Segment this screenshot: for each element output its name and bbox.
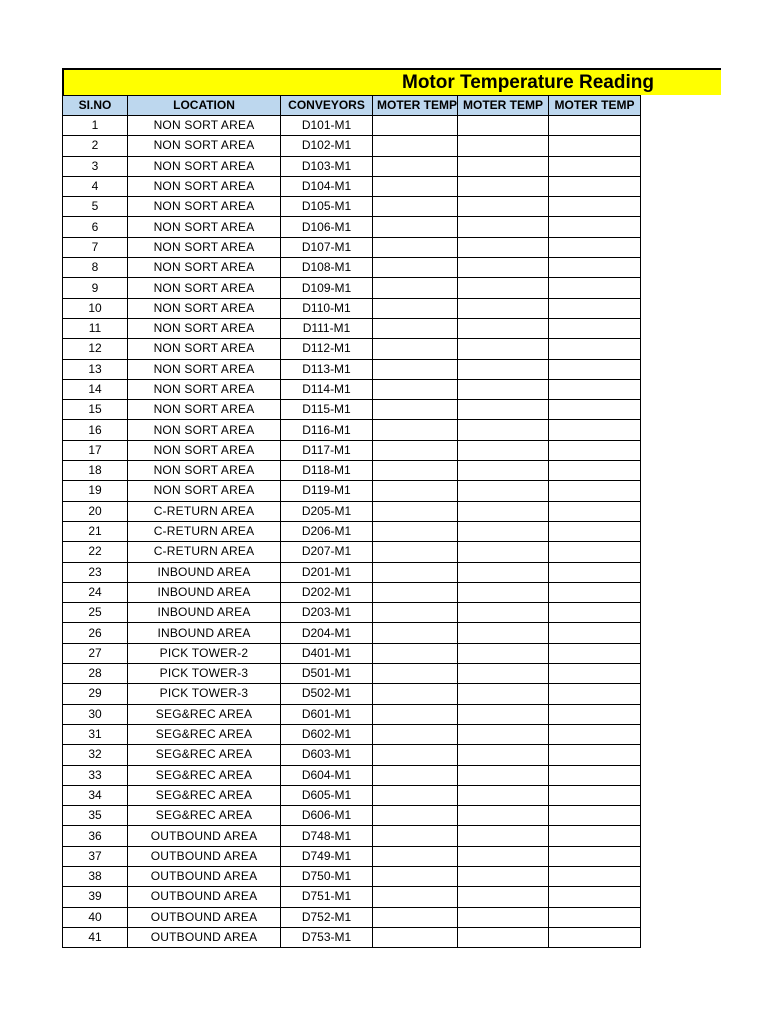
cell-moter-temp-3[interactable] — [549, 745, 641, 765]
cell-moter-temp-1[interactable] — [373, 806, 458, 826]
cell-location[interactable]: NON SORT AREA — [128, 116, 281, 136]
cell-moter-temp-3[interactable] — [549, 359, 641, 379]
cell-location[interactable]: NON SORT AREA — [128, 461, 281, 481]
cell-moter-temp-3[interactable] — [549, 501, 641, 521]
cell-conveyor[interactable]: D106-M1 — [281, 217, 373, 237]
cell-si-no[interactable]: 7 — [63, 237, 128, 257]
cell-conveyor[interactable]: D101-M1 — [281, 116, 373, 136]
table-row — [63, 806, 641, 826]
cell-conveyor[interactable]: D753-M1 — [281, 927, 373, 947]
cell-moter-temp-1[interactable] — [373, 562, 458, 582]
cell-moter-temp-1[interactable] — [373, 176, 458, 196]
cell-moter-temp-2[interactable] — [458, 217, 549, 237]
cell-moter-temp-3[interactable] — [549, 866, 641, 886]
table-row — [63, 379, 641, 399]
table-row — [63, 623, 641, 643]
table-row — [63, 846, 641, 866]
cell-moter-temp-1[interactable] — [373, 298, 458, 318]
table-row — [63, 176, 641, 196]
table-row — [63, 339, 641, 359]
cell-conveyor[interactable]: D201-M1 — [281, 562, 373, 582]
cell-moter-temp-2[interactable] — [458, 481, 549, 501]
cell-moter-temp-3[interactable] — [549, 298, 641, 318]
cell-moter-temp-2[interactable] — [458, 461, 549, 481]
table-row — [63, 745, 641, 765]
cell-location[interactable]: OUTBOUND AREA — [128, 887, 281, 907]
cell-conveyor[interactable]: D109-M1 — [281, 278, 373, 298]
cell-si-no[interactable]: 38 — [63, 866, 128, 886]
cell-location[interactable]: OUTBOUND AREA — [128, 866, 281, 886]
table-row — [63, 866, 641, 886]
cell-si-no[interactable]: 23 — [63, 562, 128, 582]
cell-si-no[interactable]: 36 — [63, 826, 128, 846]
cell-si-no[interactable]: 34 — [63, 785, 128, 805]
cell-moter-temp-3[interactable] — [549, 379, 641, 399]
cell-moter-temp-1[interactable] — [373, 136, 458, 156]
cell-si-no[interactable]: 30 — [63, 704, 128, 724]
cell-moter-temp-1[interactable] — [373, 582, 458, 602]
cell-location[interactable]: NON SORT AREA — [128, 339, 281, 359]
header-conveyors[interactable]: CONVEYORS — [281, 96, 373, 116]
cell-moter-temp-1[interactable] — [373, 440, 458, 460]
cell-conveyor[interactable]: D602-M1 — [281, 724, 373, 744]
table-row — [63, 258, 641, 278]
cell-location[interactable]: NON SORT AREA — [128, 318, 281, 338]
cell-si-no[interactable]: 25 — [63, 603, 128, 623]
table-row — [63, 501, 641, 521]
cell-moter-temp-2[interactable] — [458, 704, 549, 724]
cell-moter-temp-3[interactable] — [549, 684, 641, 704]
table-row — [63, 724, 641, 744]
sheet-title: Motor Temperature Reading — [402, 72, 654, 93]
cell-moter-temp-3[interactable] — [549, 582, 641, 602]
cell-conveyor[interactable]: D752-M1 — [281, 907, 373, 927]
cell-moter-temp-3[interactable] — [549, 136, 641, 156]
cell-moter-temp-1[interactable] — [373, 379, 458, 399]
cell-moter-temp-3[interactable] — [549, 116, 641, 136]
cell-moter-temp-2[interactable] — [458, 420, 549, 440]
cell-conveyor[interactable]: D204-M1 — [281, 623, 373, 643]
cell-moter-temp-3[interactable] — [549, 461, 641, 481]
table-row — [63, 197, 641, 217]
cell-location[interactable]: NON SORT AREA — [128, 359, 281, 379]
cell-moter-temp-2[interactable] — [458, 136, 549, 156]
cell-conveyor[interactable]: D206-M1 — [281, 521, 373, 541]
cell-si-no[interactable]: 24 — [63, 582, 128, 602]
cell-moter-temp-2[interactable] — [458, 826, 549, 846]
cell-moter-temp-3[interactable] — [549, 156, 641, 176]
cell-moter-temp-3[interactable] — [549, 927, 641, 947]
header-moter-temp-3[interactable]: MOTER TEMP — [549, 96, 641, 116]
cell-moter-temp-3[interactable] — [549, 400, 641, 420]
table-row — [63, 298, 641, 318]
cell-location[interactable]: PICK TOWER-3 — [128, 664, 281, 684]
cell-conveyor[interactable]: D117-M1 — [281, 440, 373, 460]
cell-location[interactable]: OUTBOUND AREA — [128, 826, 281, 846]
table-row — [63, 359, 641, 379]
cell-conveyor[interactable]: D207-M1 — [281, 542, 373, 562]
cell-conveyor[interactable]: D606-M1 — [281, 806, 373, 826]
cell-moter-temp-1[interactable] — [373, 684, 458, 704]
cell-conveyor[interactable]: D107-M1 — [281, 237, 373, 257]
cell-moter-temp-2[interactable] — [458, 339, 549, 359]
cell-moter-temp-1[interactable] — [373, 197, 458, 217]
header-moter-temp-2[interactable]: MOTER TEMP — [458, 96, 549, 116]
table-row — [63, 927, 641, 947]
table-row — [63, 664, 641, 684]
cell-moter-temp-1[interactable] — [373, 724, 458, 744]
cell-moter-temp-1[interactable] — [373, 116, 458, 136]
cell-moter-temp-3[interactable] — [549, 420, 641, 440]
cell-moter-temp-3[interactable] — [549, 704, 641, 724]
cell-location[interactable]: SEG&REC AREA — [128, 745, 281, 765]
table-row — [63, 643, 641, 663]
cell-moter-temp-1[interactable] — [373, 826, 458, 846]
cell-moter-temp-2[interactable] — [458, 521, 549, 541]
cell-si-no[interactable]: 33 — [63, 765, 128, 785]
cell-si-no[interactable]: 15 — [63, 400, 128, 420]
cell-moter-temp-3[interactable] — [549, 258, 641, 278]
cell-conveyor[interactable]: D113-M1 — [281, 359, 373, 379]
cell-moter-temp-3[interactable] — [549, 785, 641, 805]
table-body — [63, 116, 641, 948]
cell-moter-temp-3[interactable] — [549, 724, 641, 744]
cell-moter-temp-3[interactable] — [549, 481, 641, 501]
cell-location[interactable]: OUTBOUND AREA — [128, 927, 281, 947]
cell-moter-temp-3[interactable] — [549, 521, 641, 541]
cell-moter-temp-2[interactable] — [458, 785, 549, 805]
cell-moter-temp-3[interactable] — [549, 887, 641, 907]
cell-moter-temp-3[interactable] — [549, 339, 641, 359]
table-row — [63, 582, 641, 602]
cell-moter-temp-1[interactable] — [373, 501, 458, 521]
cell-si-no[interactable]: 18 — [63, 461, 128, 481]
title-bar — [62, 68, 721, 95]
cell-moter-temp-3[interactable] — [549, 603, 641, 623]
cell-moter-temp-1[interactable] — [373, 278, 458, 298]
table-row — [63, 217, 641, 237]
cell-conveyor[interactable]: D205-M1 — [281, 501, 373, 521]
cell-moter-temp-1[interactable] — [373, 400, 458, 420]
cell-location[interactable]: INBOUND AREA — [128, 623, 281, 643]
table-row — [63, 136, 641, 156]
cell-si-no[interactable]: 22 — [63, 542, 128, 562]
cell-conveyor[interactable]: D750-M1 — [281, 866, 373, 886]
cell-si-no[interactable]: 6 — [63, 217, 128, 237]
table-row — [63, 684, 641, 704]
cell-moter-temp-2[interactable] — [458, 603, 549, 623]
table-row — [63, 826, 641, 846]
cell-conveyor[interactable]: D601-M1 — [281, 704, 373, 724]
cell-moter-temp-2[interactable] — [458, 318, 549, 338]
cell-location[interactable]: NON SORT AREA — [128, 237, 281, 257]
table-row — [63, 440, 641, 460]
cell-moter-temp-2[interactable] — [458, 116, 549, 136]
cell-moter-temp-2[interactable] — [458, 440, 549, 460]
cell-moter-temp-2[interactable] — [458, 156, 549, 176]
cell-moter-temp-3[interactable] — [549, 562, 641, 582]
cell-moter-temp-2[interactable] — [458, 664, 549, 684]
cell-moter-temp-2[interactable] — [458, 846, 549, 866]
cell-moter-temp-2[interactable] — [458, 927, 549, 947]
cell-moter-temp-2[interactable] — [458, 562, 549, 582]
cell-conveyor[interactable]: D105-M1 — [281, 197, 373, 217]
cell-conveyor[interactable]: D203-M1 — [281, 603, 373, 623]
cell-si-no[interactable]: 19 — [63, 481, 128, 501]
cell-conveyor[interactable]: D119-M1 — [281, 481, 373, 501]
cell-moter-temp-2[interactable] — [458, 745, 549, 765]
cell-si-no[interactable]: 21 — [63, 521, 128, 541]
cell-conveyor[interactable]: D604-M1 — [281, 765, 373, 785]
cell-location[interactable]: NON SORT AREA — [128, 440, 281, 460]
cell-moter-temp-1[interactable] — [373, 704, 458, 724]
cell-si-no[interactable]: 9 — [63, 278, 128, 298]
cell-moter-temp-2[interactable] — [458, 684, 549, 704]
cell-location[interactable]: SEG&REC AREA — [128, 765, 281, 785]
cell-moter-temp-2[interactable] — [458, 724, 549, 744]
cell-moter-temp-3[interactable] — [549, 907, 641, 927]
cell-moter-temp-1[interactable] — [373, 785, 458, 805]
cell-si-no[interactable]: 27 — [63, 643, 128, 663]
cell-conveyor[interactable]: D603-M1 — [281, 745, 373, 765]
cell-location[interactable]: C-RETURN AREA — [128, 521, 281, 541]
cell-si-no[interactable]: 4 — [63, 176, 128, 196]
cell-conveyor[interactable]: D401-M1 — [281, 643, 373, 663]
cell-moter-temp-1[interactable] — [373, 461, 458, 481]
cell-moter-temp-1[interactable] — [373, 339, 458, 359]
cell-moter-temp-2[interactable] — [458, 582, 549, 602]
cell-location[interactable]: OUTBOUND AREA — [128, 907, 281, 927]
table-row — [63, 785, 641, 805]
cell-moter-temp-1[interactable] — [373, 237, 458, 257]
cell-si-no[interactable]: 12 — [63, 339, 128, 359]
cell-location[interactable]: C-RETURN AREA — [128, 501, 281, 521]
cell-si-no[interactable]: 10 — [63, 298, 128, 318]
cell-moter-temp-3[interactable] — [549, 765, 641, 785]
cell-moter-temp-2[interactable] — [458, 765, 549, 785]
cell-moter-temp-2[interactable] — [458, 542, 549, 562]
cell-moter-temp-1[interactable] — [373, 420, 458, 440]
cell-moter-temp-1[interactable] — [373, 846, 458, 866]
cell-moter-temp-3[interactable] — [549, 643, 641, 663]
cell-si-no[interactable]: 8 — [63, 258, 128, 278]
cell-conveyor[interactable]: D103-M1 — [281, 156, 373, 176]
cell-moter-temp-2[interactable] — [458, 237, 549, 257]
table-row — [63, 400, 641, 420]
cell-moter-temp-1[interactable] — [373, 866, 458, 886]
header-location[interactable]: LOCATION — [128, 96, 281, 116]
cell-moter-temp-2[interactable] — [458, 400, 549, 420]
cell-moter-temp-3[interactable] — [549, 217, 641, 237]
table-row — [63, 542, 641, 562]
cell-si-no[interactable]: 3 — [63, 156, 128, 176]
cell-si-no[interactable]: 20 — [63, 501, 128, 521]
cell-conveyor[interactable]: D116-M1 — [281, 420, 373, 440]
table-row — [63, 420, 641, 440]
cell-moter-temp-2[interactable] — [458, 887, 549, 907]
cell-moter-temp-2[interactable] — [458, 623, 549, 643]
cell-location[interactable]: INBOUND AREA — [128, 562, 281, 582]
cell-location[interactable]: SEG&REC AREA — [128, 785, 281, 805]
cell-moter-temp-2[interactable] — [458, 359, 549, 379]
header-moter-temp-1[interactable]: MOTER TEMP — [373, 96, 458, 116]
table-row — [63, 521, 641, 541]
cell-location[interactable]: INBOUND AREA — [128, 582, 281, 602]
cell-conveyor[interactable]: D501-M1 — [281, 664, 373, 684]
cell-moter-temp-2[interactable] — [458, 278, 549, 298]
table-row — [63, 237, 641, 257]
cell-moter-temp-1[interactable] — [373, 217, 458, 237]
cell-location[interactable]: NON SORT AREA — [128, 298, 281, 318]
cell-conveyor[interactable]: D115-M1 — [281, 400, 373, 420]
cell-location[interactable]: NON SORT AREA — [128, 278, 281, 298]
cell-location[interactable]: C-RETURN AREA — [128, 542, 281, 562]
cell-moter-temp-3[interactable] — [549, 440, 641, 460]
cell-moter-temp-3[interactable] — [549, 278, 641, 298]
cell-moter-temp-3[interactable] — [549, 197, 641, 217]
header-row — [63, 96, 641, 116]
cell-moter-temp-1[interactable] — [373, 887, 458, 907]
table-row — [63, 562, 641, 582]
cell-moter-temp-3[interactable] — [549, 176, 641, 196]
cell-conveyor[interactable]: D605-M1 — [281, 785, 373, 805]
cell-moter-temp-2[interactable] — [458, 197, 549, 217]
cell-conveyor[interactable]: D111-M1 — [281, 318, 373, 338]
cell-conveyor[interactable]: D108-M1 — [281, 258, 373, 278]
header-si-no[interactable]: SI.NO — [63, 96, 128, 116]
cell-conveyor[interactable]: D110-M1 — [281, 298, 373, 318]
cell-location[interactable]: NON SORT AREA — [128, 379, 281, 399]
cell-location[interactable]: NON SORT AREA — [128, 156, 281, 176]
table-row — [63, 765, 641, 785]
cell-conveyor[interactable]: D502-M1 — [281, 684, 373, 704]
cell-moter-temp-2[interactable] — [458, 907, 549, 927]
title-bar-edge — [62, 70, 64, 97]
cell-si-no[interactable]: 40 — [63, 907, 128, 927]
cell-si-no[interactable]: 37 — [63, 846, 128, 866]
cell-moter-temp-1[interactable] — [373, 542, 458, 562]
cell-moter-temp-1[interactable] — [373, 907, 458, 927]
cell-moter-temp-1[interactable] — [373, 623, 458, 643]
table-row — [63, 887, 641, 907]
cell-moter-temp-3[interactable] — [549, 237, 641, 257]
table-row — [63, 318, 641, 338]
cell-si-no[interactable]: 13 — [63, 359, 128, 379]
cell-conveyor[interactable]: D112-M1 — [281, 339, 373, 359]
cell-si-no[interactable]: 2 — [63, 136, 128, 156]
cell-moter-temp-2[interactable] — [458, 298, 549, 318]
table-row — [63, 156, 641, 176]
cell-si-no[interactable]: 32 — [63, 745, 128, 765]
cell-moter-temp-1[interactable] — [373, 643, 458, 663]
cell-si-no[interactable]: 41 — [63, 927, 128, 947]
cell-moter-temp-1[interactable] — [373, 481, 458, 501]
cell-location[interactable]: PICK TOWER-2 — [128, 643, 281, 663]
cell-conveyor[interactable]: D118-M1 — [281, 461, 373, 481]
cell-si-no[interactable]: 1 — [63, 116, 128, 136]
table-row — [63, 603, 641, 623]
table-row — [63, 907, 641, 927]
table-row — [63, 116, 641, 136]
cell-si-no[interactable]: 5 — [63, 197, 128, 217]
cell-moter-temp-1[interactable] — [373, 603, 458, 623]
table-row — [63, 278, 641, 298]
cell-moter-temp-1[interactable] — [373, 927, 458, 947]
cell-location[interactable]: OUTBOUND AREA — [128, 846, 281, 866]
cell-location[interactable]: SEG&REC AREA — [128, 806, 281, 826]
cell-si-no[interactable]: 14 — [63, 379, 128, 399]
cell-conveyor[interactable]: D751-M1 — [281, 887, 373, 907]
cell-moter-temp-2[interactable] — [458, 258, 549, 278]
cell-moter-temp-2[interactable] — [458, 643, 549, 663]
temperature-table — [62, 95, 641, 948]
cell-location[interactable]: NON SORT AREA — [128, 400, 281, 420]
cell-location[interactable]: SEG&REC AREA — [128, 724, 281, 744]
cell-location[interactable]: NON SORT AREA — [128, 481, 281, 501]
cell-moter-temp-1[interactable] — [373, 318, 458, 338]
cell-si-no[interactable]: 17 — [63, 440, 128, 460]
cell-moter-temp-3[interactable] — [549, 826, 641, 846]
cell-location[interactable]: NON SORT AREA — [128, 258, 281, 278]
cell-conveyor[interactable]: D748-M1 — [281, 826, 373, 846]
cell-location[interactable]: NON SORT AREA — [128, 176, 281, 196]
cell-moter-temp-1[interactable] — [373, 156, 458, 176]
cell-si-no[interactable]: 29 — [63, 684, 128, 704]
table-row — [63, 704, 641, 724]
cell-location[interactable]: INBOUND AREA — [128, 603, 281, 623]
cell-moter-temp-1[interactable] — [373, 359, 458, 379]
cell-moter-temp-2[interactable] — [458, 806, 549, 826]
cell-si-no[interactable]: 28 — [63, 664, 128, 684]
cell-si-no[interactable]: 35 — [63, 806, 128, 826]
cell-moter-temp-1[interactable] — [373, 258, 458, 278]
cell-moter-temp-2[interactable] — [458, 501, 549, 521]
cell-si-no[interactable]: 39 — [63, 887, 128, 907]
cell-moter-temp-2[interactable] — [458, 176, 549, 196]
cell-moter-temp-3[interactable] — [549, 623, 641, 643]
cell-conveyor[interactable]: D114-M1 — [281, 379, 373, 399]
cell-moter-temp-3[interactable] — [549, 806, 641, 826]
cell-si-no[interactable]: 31 — [63, 724, 128, 744]
cell-moter-temp-1[interactable] — [373, 664, 458, 684]
cell-location[interactable]: NON SORT AREA — [128, 420, 281, 440]
cell-moter-temp-1[interactable] — [373, 765, 458, 785]
cell-location[interactable]: NON SORT AREA — [128, 136, 281, 156]
cell-moter-temp-3[interactable] — [549, 318, 641, 338]
cell-conveyor[interactable]: D104-M1 — [281, 176, 373, 196]
cell-moter-temp-1[interactable] — [373, 521, 458, 541]
cell-moter-temp-3[interactable] — [549, 664, 641, 684]
cell-conveyor[interactable]: D102-M1 — [281, 136, 373, 156]
cell-moter-temp-2[interactable] — [458, 866, 549, 886]
cell-location[interactable]: SEG&REC AREA — [128, 704, 281, 724]
cell-moter-temp-3[interactable] — [549, 846, 641, 866]
cell-moter-temp-1[interactable] — [373, 745, 458, 765]
cell-location[interactable]: NON SORT AREA — [128, 197, 281, 217]
cell-moter-temp-2[interactable] — [458, 379, 549, 399]
table-row — [63, 481, 641, 501]
cell-conveyor[interactable]: D202-M1 — [281, 582, 373, 602]
cell-si-no[interactable]: 11 — [63, 318, 128, 338]
cell-moter-temp-3[interactable] — [549, 542, 641, 562]
cell-si-no[interactable]: 26 — [63, 623, 128, 643]
cell-conveyor[interactable]: D749-M1 — [281, 846, 373, 866]
table-row — [63, 461, 641, 481]
cell-location[interactable]: NON SORT AREA — [128, 217, 281, 237]
cell-location[interactable]: PICK TOWER-3 — [128, 684, 281, 704]
cell-si-no[interactable]: 16 — [63, 420, 128, 440]
